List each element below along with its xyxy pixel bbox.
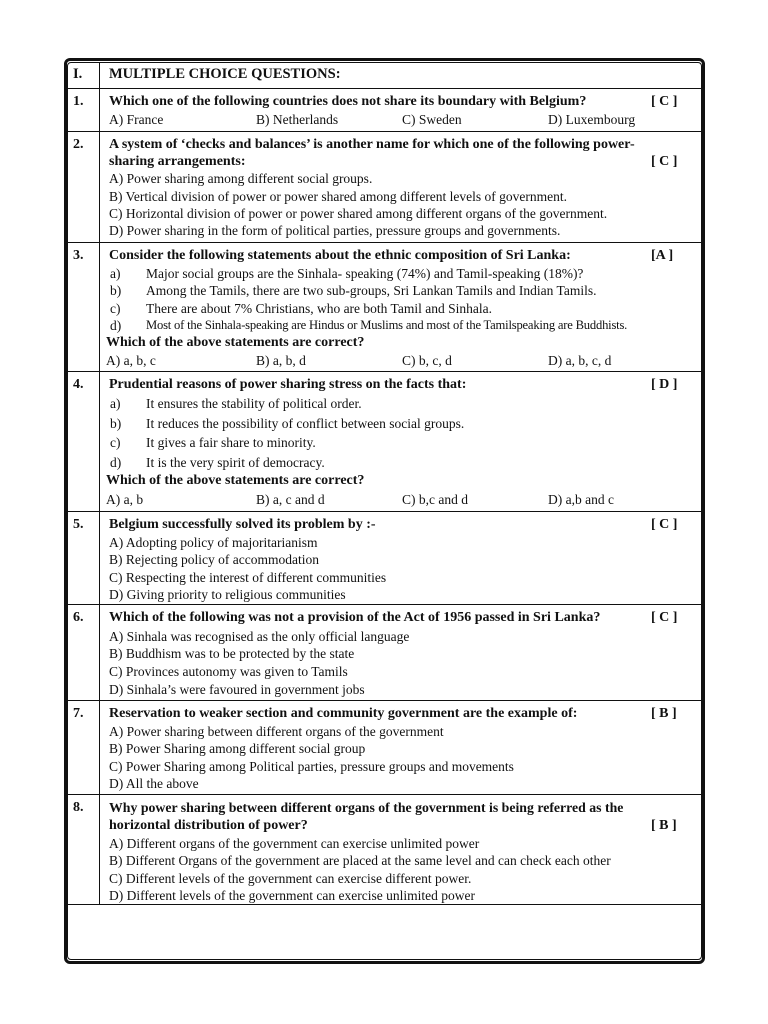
question-number: 4. bbox=[73, 377, 84, 392]
answer-key: [ D ] bbox=[651, 377, 678, 392]
number-column-rule bbox=[99, 62, 100, 904]
option: A) Adopting policy of majoritarianism bbox=[109, 535, 318, 550]
option: C) Different levels of the government can exercise different power. bbox=[109, 871, 472, 886]
question-number: 3. bbox=[73, 248, 84, 263]
option: B) a, b, d bbox=[256, 353, 306, 368]
answer-key: [ C ] bbox=[651, 154, 678, 169]
option: C) Power Sharing among Political parties, pressure groups and movements bbox=[109, 759, 514, 774]
question-text: Why power sharing between different organs of the government is being referred as the bbox=[109, 800, 624, 815]
option: B) a, c and d bbox=[256, 492, 325, 507]
section-number: I. bbox=[73, 66, 83, 82]
option: A) Power sharing between different organs of the government bbox=[109, 724, 444, 739]
option: D) Sinhala’s were favoured in government jobs bbox=[109, 682, 365, 697]
question-number: 6. bbox=[73, 610, 84, 625]
question-text: Belgium successfully solved its problem by :- bbox=[109, 517, 376, 532]
option: C) Sweden bbox=[402, 112, 462, 127]
question-text: Reservation to weaker section and community government are the example of: bbox=[109, 706, 578, 721]
statement-letter: a) bbox=[110, 266, 121, 281]
question-text: Prudential reasons of power sharing stress on the facts that: bbox=[109, 377, 467, 392]
question-text: Consider the following statements about the ethnic composition of Sri Lanka: bbox=[109, 248, 571, 263]
statements-prompt: Which of the above statements are correct? bbox=[106, 473, 365, 488]
answer-key: [ C ] bbox=[651, 94, 678, 109]
statement-text: It reduces the possibility of conflict between social groups. bbox=[146, 416, 465, 431]
section-title: MULTIPLE CHOICE QUESTIONS: bbox=[109, 66, 341, 82]
question-text: Which one of the following countries does not share its boundary with Belgium? bbox=[109, 94, 587, 109]
option: A) France bbox=[109, 112, 164, 127]
option: C) b,c and d bbox=[402, 492, 468, 507]
question-text-continued: sharing arrangements: bbox=[109, 154, 246, 169]
option: B) Buddhism was to be protected by the state bbox=[109, 646, 355, 661]
question-text: Which of the following was not a provision of the Act of 1956 passed in Sri Lanka? bbox=[109, 610, 601, 625]
option: B) Rejecting policy of accommodation bbox=[109, 552, 319, 567]
statement-text: Major social groups are the Sinhala- speaking (74%) and Tamil-speaking (18%)? bbox=[146, 266, 584, 281]
divider bbox=[68, 511, 701, 512]
answer-key: [ B ] bbox=[651, 706, 677, 721]
answer-key: [ C ] bbox=[651, 610, 678, 625]
option: A) Power sharing among different social groups. bbox=[109, 171, 373, 186]
statement-letter: a) bbox=[110, 396, 121, 411]
divider bbox=[68, 371, 701, 372]
divider bbox=[68, 242, 701, 243]
statement-text: Most of the Sinhala-speaking are Hindus or Muslims and most of the Tamilspeaking are Buddhists. bbox=[146, 318, 628, 332]
question-number: 1. bbox=[73, 94, 84, 109]
option: D) Different levels of the government can exercise unlimited power bbox=[109, 888, 475, 903]
statement-text: There are about 7% Christians, who are both Tamil and Sinhala. bbox=[146, 301, 492, 316]
option: A) Different organs of the government can exercise unlimited power bbox=[109, 836, 480, 851]
statement-letter: d) bbox=[110, 318, 122, 333]
option: C) Provinces autonomy was given to Tamils bbox=[109, 664, 348, 679]
option: D) Power sharing in the form of political parties, pressure groups and governments. bbox=[109, 223, 561, 238]
divider bbox=[68, 794, 701, 795]
divider bbox=[68, 700, 701, 701]
divider bbox=[68, 88, 701, 89]
question-number: 7. bbox=[73, 706, 84, 721]
option: D) Giving priority to religious communities bbox=[109, 587, 346, 602]
statement-text: It gives a fair share to minority. bbox=[146, 435, 316, 450]
statement-letter: d) bbox=[110, 455, 122, 470]
answer-key: [A ] bbox=[651, 248, 674, 263]
option: C) Horizontal division of power or power shared among different organs of the government. bbox=[109, 206, 608, 221]
divider bbox=[68, 604, 701, 605]
answer-key: [ B ] bbox=[651, 818, 677, 833]
option: C) Respecting the interest of different communities bbox=[109, 570, 387, 585]
question-text: A system of ‘checks and balances’ is another name for which one of the following power- bbox=[109, 137, 635, 152]
statement-text: It is the very spirit of democracy. bbox=[146, 455, 325, 470]
option: B) Power Sharing among different social group bbox=[109, 741, 366, 756]
answer-key: [ C ] bbox=[651, 517, 678, 532]
statements-prompt: Which of the above statements are correct? bbox=[106, 335, 365, 350]
option: B) Netherlands bbox=[256, 112, 339, 127]
statement-text: Among the Tamils, there are two sub-groups, Sri Lankan Tamils and Indian Tamils. bbox=[146, 283, 597, 298]
option: D) a, b, c, d bbox=[548, 353, 612, 368]
statement-letter: c) bbox=[110, 301, 121, 316]
option: A) a, b, c bbox=[106, 353, 156, 368]
option: C) b, c, d bbox=[402, 353, 452, 368]
option: B) Vertical division of power or power shared among different levels of government. bbox=[109, 189, 567, 204]
divider bbox=[68, 131, 701, 132]
option: A) a, b bbox=[106, 492, 144, 507]
statement-letter: b) bbox=[110, 283, 122, 298]
option: D) All the above bbox=[109, 776, 199, 791]
question-number: 2. bbox=[73, 137, 84, 152]
option: D) Luxembourg bbox=[548, 112, 636, 127]
option: A) Sinhala was recognised as the only official language bbox=[109, 629, 410, 644]
statement-text: It ensures the stability of political order. bbox=[146, 396, 362, 411]
question-number: 5. bbox=[73, 517, 84, 532]
question-number: 8. bbox=[73, 800, 84, 815]
question-text-continued: horizontal distribution of power? bbox=[109, 818, 308, 833]
statement-letter: c) bbox=[110, 435, 121, 450]
option: B) Different Organs of the government are placed at the same level and can check each other bbox=[109, 853, 611, 868]
statement-letter: b) bbox=[110, 416, 122, 431]
option: D) a,b and c bbox=[548, 492, 614, 507]
divider bbox=[68, 904, 701, 905]
